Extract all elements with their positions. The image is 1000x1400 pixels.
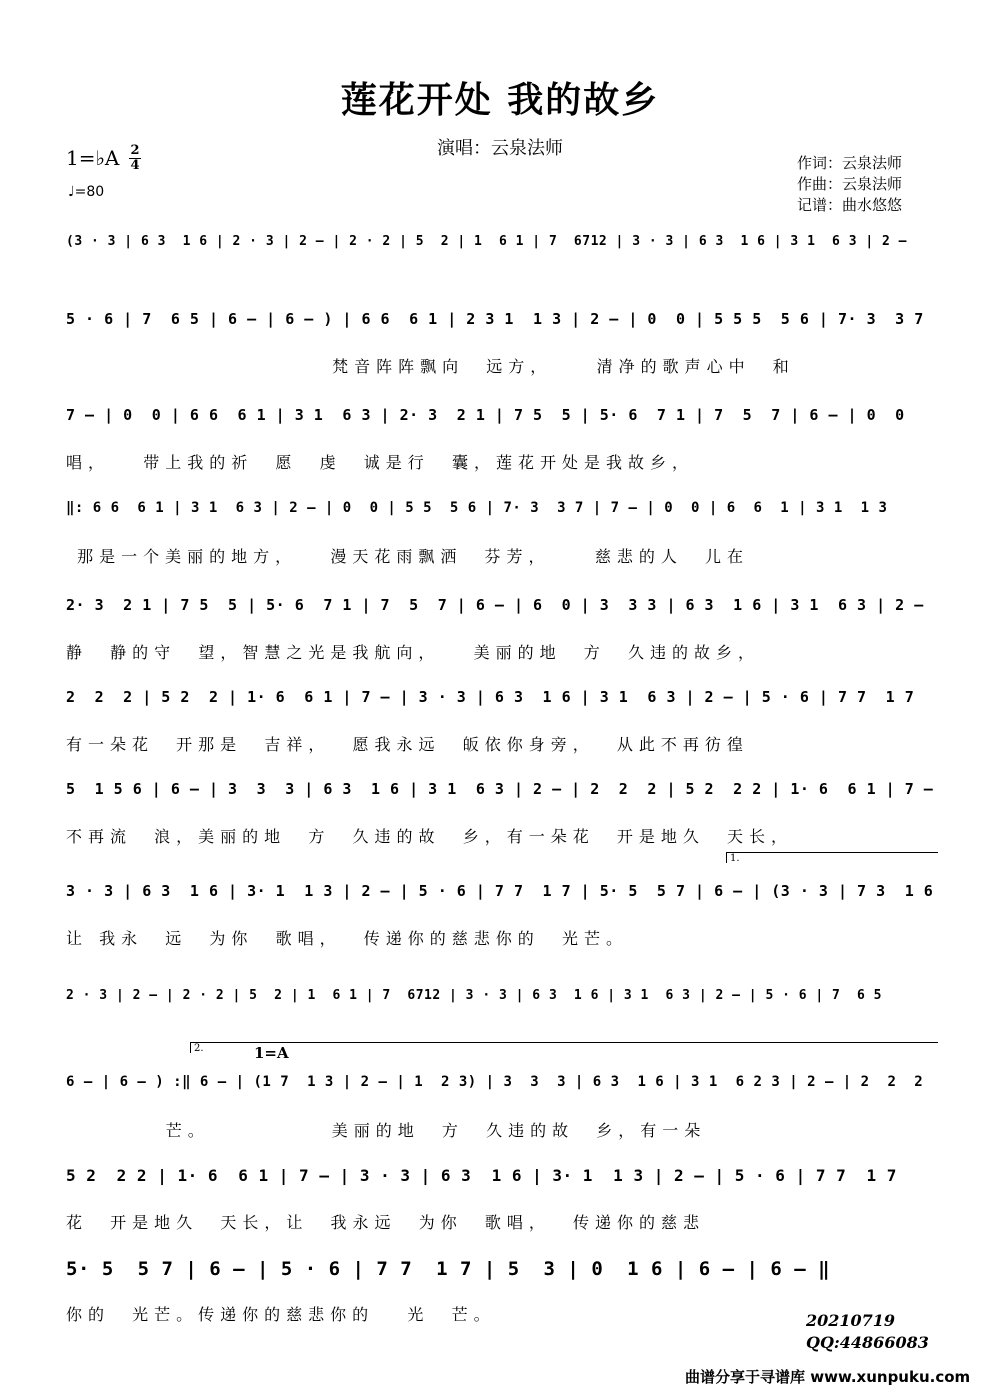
second-ending-bracket <box>190 1042 938 1053</box>
time-signature-bottom: 4 <box>130 158 140 173</box>
lyrics-row: 唱， 带上我的祈 愿 虔 诚是行 囊，莲花开处是我故乡， <box>66 453 694 472</box>
lyrics-row: 让 我永 远 为你 歌唱， 传递你的慈悲你的 光芒。 <box>66 929 628 948</box>
notation-row <box>60 492 940 536</box>
first-ending-bracket <box>726 852 938 863</box>
notation-row <box>60 874 940 918</box>
lyricist-credit: 作词：云泉法师 <box>797 154 903 172</box>
lyrics-row: 梵音阵阵飘向 远方， 清净的歌声心中 和 <box>66 357 795 376</box>
key-signature: 1=♭A <box>66 146 120 170</box>
notation-text: 2· 3 2 1 | 7 5 5 | 5· 6 7 1 | 7 5 7 | 6 – | 6 0 | 3 3 3 | 6 3 1 6 | 3 1 6 3 | 2 – <box>66 596 924 614</box>
second-ending-label: 2. <box>194 1043 204 1054</box>
time-signature-top: 2 <box>130 143 140 158</box>
time-signature <box>129 144 141 173</box>
song-title: 莲花开处 我的故乡 <box>340 80 660 121</box>
footer-watermark: 曲谱分享于寻谱库 www.xunpuku.com <box>685 1368 971 1386</box>
notation-text: 3 · 3 | 6 3 1 6 | 3· 1 1 3 | 2 – | 5 · 6 | 7 7 1 7 | 5· 5 5 7 | 6 – | (3 · 3 | 7 3 1 6 <box>66 882 934 900</box>
notation-row <box>60 1158 940 1202</box>
transcriber-credit: 记谱：曲水悠悠 <box>797 196 903 214</box>
lyrics-row: 不再流 浪，美丽的地 方 久违的故 乡，有一朵花 开是地久 天长， <box>66 827 794 846</box>
notation-row <box>60 226 940 270</box>
notation-text: 5· 5 5 7 | 6 – | 5 · 6 | 7 7 1 7 | 5 3 | 0 1 6 | 6 – | 6 – ‖ <box>66 1258 831 1280</box>
lyrics-row: 你的 光芒。传递你的慈悲你的 光 芒。 <box>66 1305 496 1324</box>
lyrics-row: 静 静的守 望，智慧之光是我航向， 美丽的地 方 久违的故乡， <box>66 643 760 662</box>
lyrics-row: 芒。 美丽的地 方 久违的故 乡，有一朵 <box>66 1121 707 1140</box>
notation-text: 7 – | 0 0 | 6 6 6 1 | 3 1 6 3 | 2· 3 2 1 | 7 5 5 | 5· 6 7 1 | 7 5 7 | 6 – | 0 0 <box>66 406 905 424</box>
notation-row <box>60 980 940 1024</box>
notation-text: 2 · 3 | 2 – | 2 · 2 | 5 2 | 1 6 1 | 7 6712 | 3 · 3 | 6 3 1 6 | 3 1 6 3 | 2 – | 5 · 6 | 7 6 5 <box>66 988 883 1003</box>
date-stamp <box>806 1310 929 1354</box>
notation-row <box>60 398 940 442</box>
lyrics-row: 花 开是地久 天长，让 我永远 为你 歌唱， 传递你的慈悲 <box>66 1213 706 1232</box>
tempo-mark: ♩=80 <box>68 184 105 200</box>
notation-row <box>60 1066 940 1110</box>
lyrics-row: 那是一个美丽的地方， 漫天花雨飘洒 芬芳， 慈悲的人 儿在 <box>66 547 750 566</box>
notation-row <box>60 772 940 816</box>
first-ending-label: 1. <box>730 853 740 864</box>
date-text: 20210719 <box>806 1311 896 1330</box>
notation-text: 2 2 2 | 5 2 2 | 1· 6 6 1 | 7 – | 3 · 3 | 6 3 1 6 | 3 1 6 3 | 2 – | 5 · 6 | 7 7 1 7 <box>66 688 915 706</box>
notation-row <box>60 588 940 632</box>
composer-credit: 作曲：云泉法师 <box>797 175 903 193</box>
notation-text: 5 1 5 6 | 6 – | 3 3 3 | 6 3 1 6 | 3 1 6 3 | 2 – | 2 2 2 | 5 2 2 2 | 1· 6 6 1 | 7 – <box>66 780 934 798</box>
qq-text: QQ:44866083 <box>806 1333 929 1352</box>
notation-text: 6 – | 6 – ) :‖ 6 – | (1 7 1 3 | 2 – | 1 2 3) | 3 3 3 | 6 3 1 6 | 3 1 6 2 3 | 2 – | 2 2 2 <box>66 1074 924 1090</box>
modulation-mark: 1=A <box>254 1044 289 1062</box>
notation-text: 5 · 6 | 7 6 5 | 6 – | 6 – ) | 6 6 6 1 | 2 3 1 1 3 | 2 – | 0 0 | 5 5 5 5 6 | 7· 3 3 7 <box>66 310 924 328</box>
lyrics-row: 有一朵花 开那是 吉祥， 愿我永远 皈依你身旁， 从此不再彷徨 <box>66 735 749 754</box>
notation-text: (3 · 3 | 6 3 1 6 | 2 · 3 | 2 – | 2 · 2 | 5 2 | 1 6 1 | 7 6712 | 3 · 3 | 6 3 1 6 | 3 1 6 3 | 2 – <box>66 234 907 249</box>
notation-row <box>60 680 940 724</box>
notation-text: 5 2 2 2 | 1· 6 6 1 | 7 – | 3 · 3 | 6 3 1 6 | 3· 1 1 3 | 2 – | 5 · 6 | 7 7 1 7 <box>66 1166 897 1185</box>
singer-credit: 演唱：云泉法师 <box>437 138 563 159</box>
notation-text: ‖: 6 6 6 1 | 3 1 6 3 | 2 – | 0 0 | 5 5 5 6 | 7· 3 3 7 | 7 – | 0 0 | 6 6 1 | 3 1 1 3 <box>66 500 888 516</box>
notation-row <box>60 302 940 346</box>
notation-row <box>60 1250 940 1294</box>
